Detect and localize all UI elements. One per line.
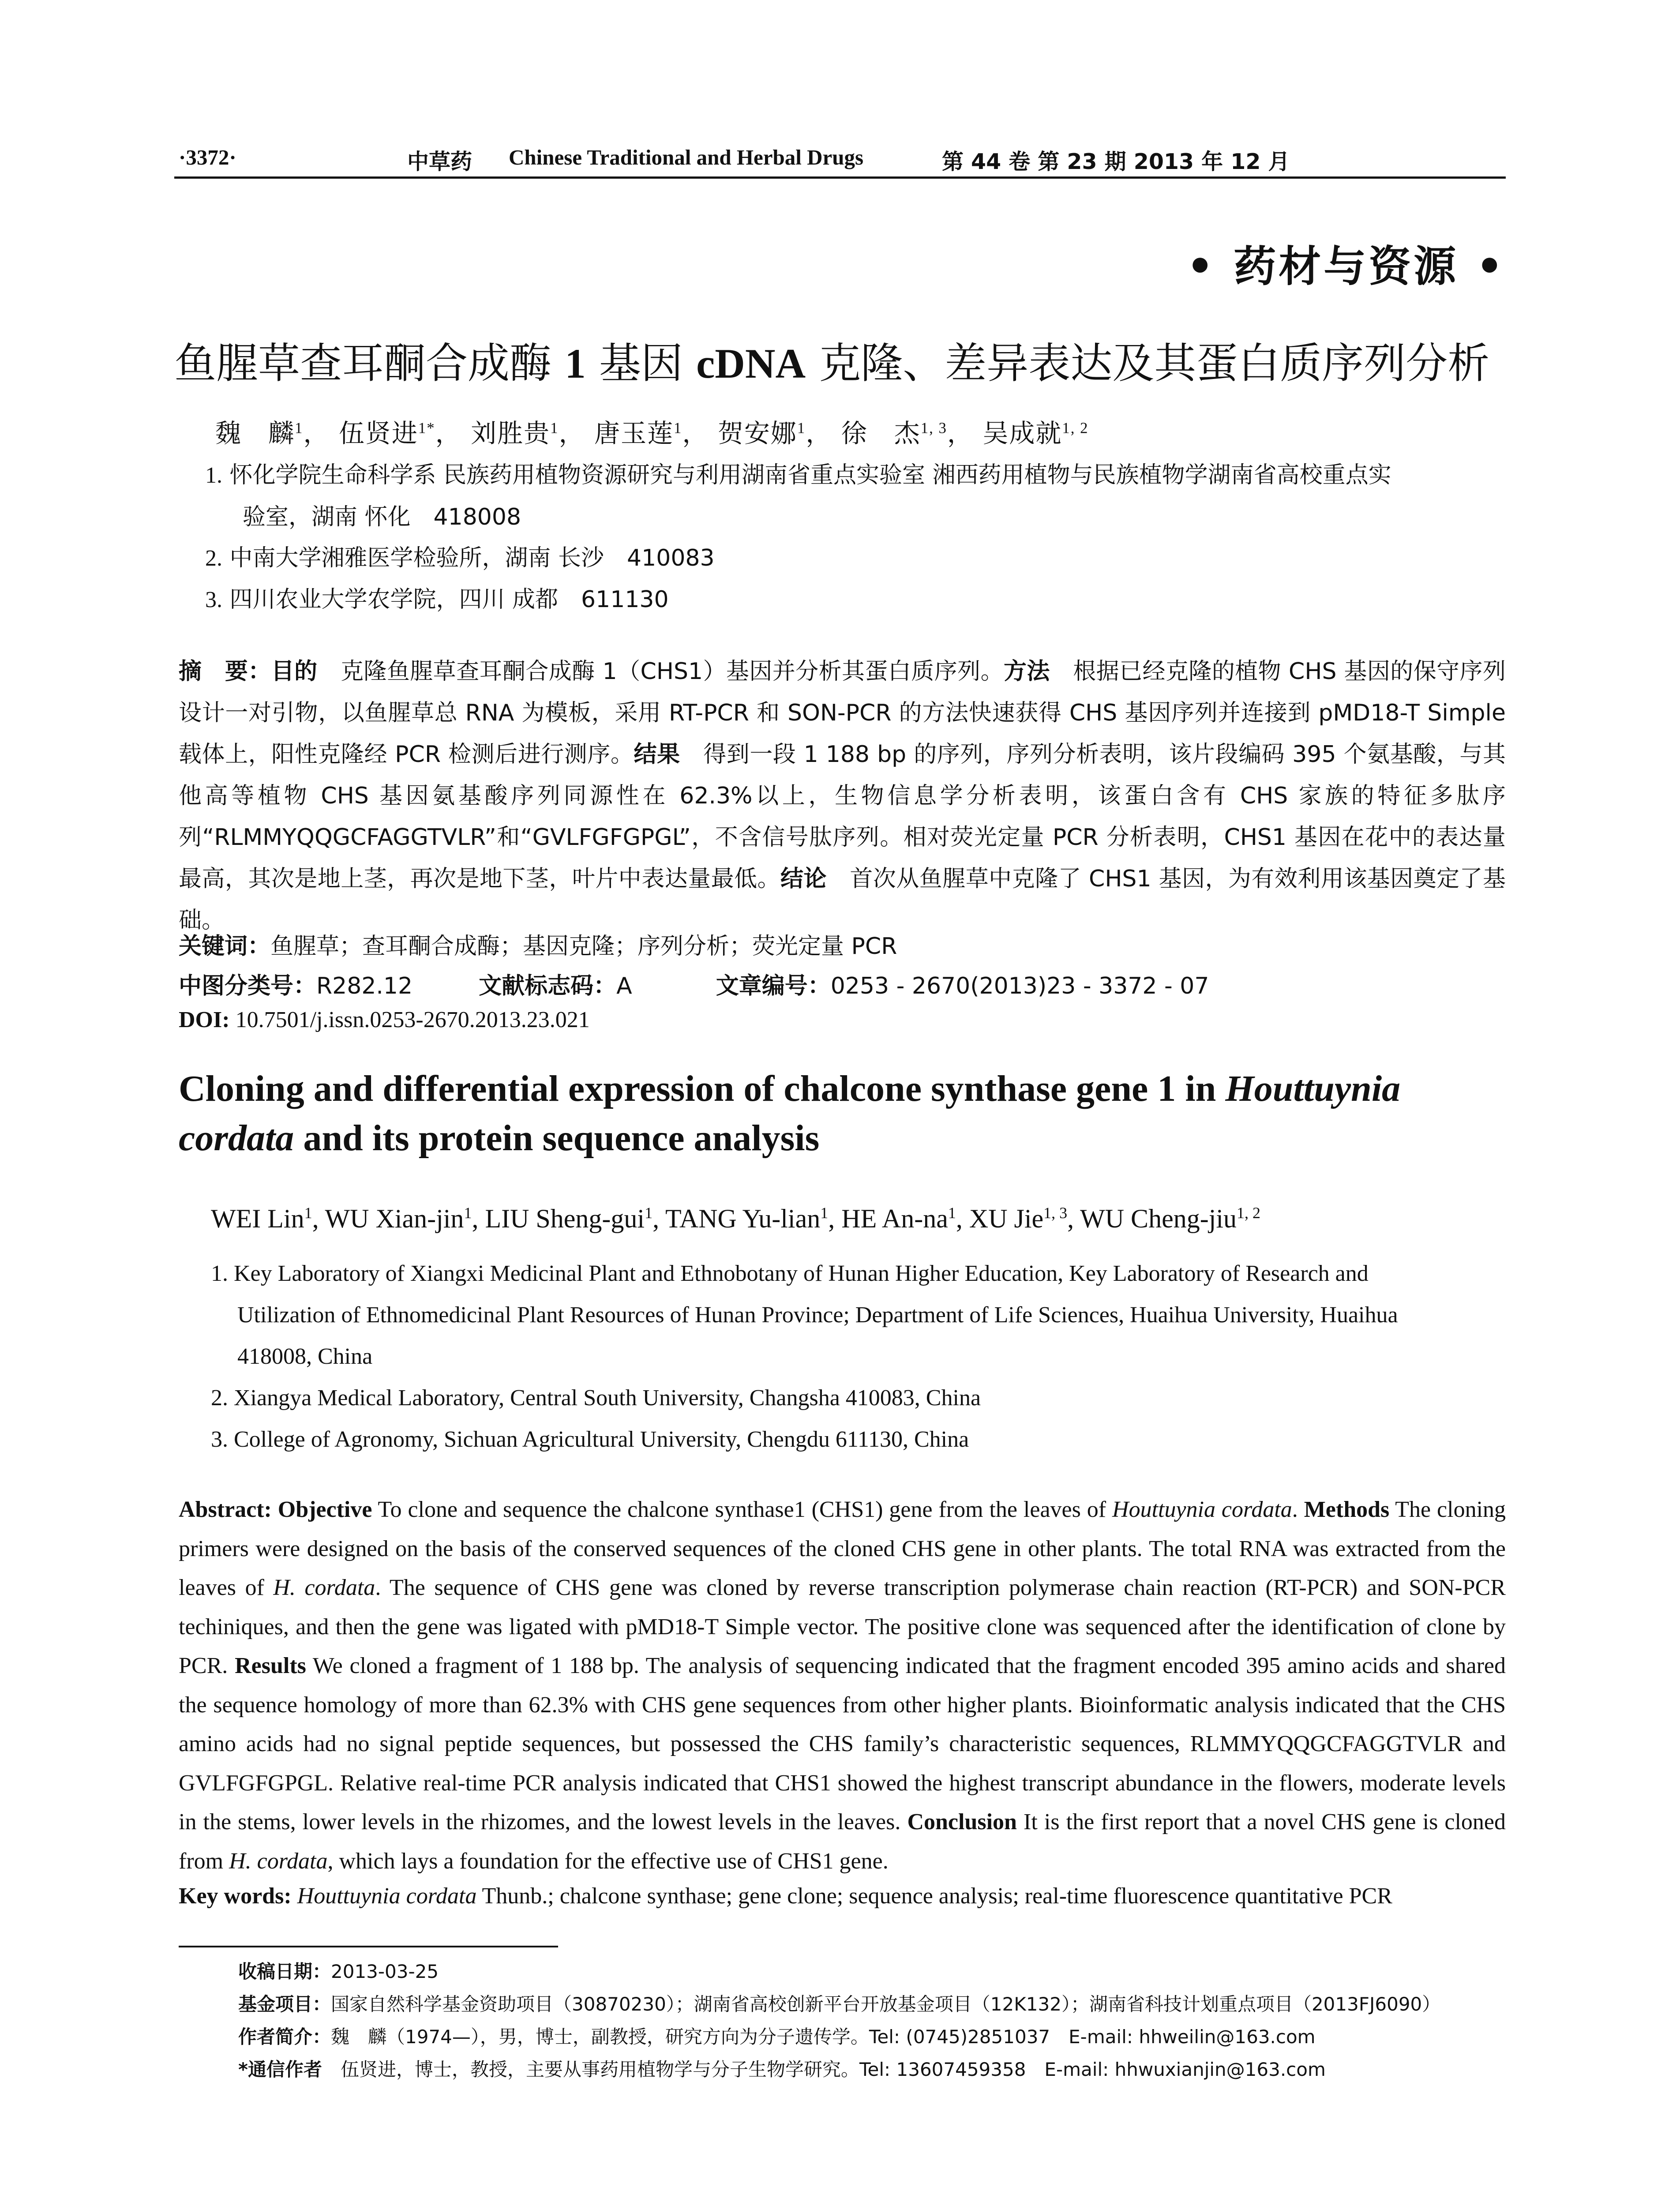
- author-affil-mark: 1: [295, 419, 304, 437]
- cn-affiliation-2: [205, 537, 1506, 579]
- author-affil-mark: 1, 2: [1062, 419, 1089, 437]
- author-name: WEI Lin: [211, 1204, 304, 1233]
- footnote-label: 收稿日期：: [238, 1961, 331, 1982]
- author-name: 吴成就: [982, 418, 1062, 448]
- author-name: 唐玉莲: [594, 418, 674, 448]
- cn-title-part: 克隆、差异表达及其蛋白质序列分析: [806, 339, 1490, 388]
- author-affil-mark: 1: [550, 419, 559, 437]
- methods-text: 根据已经克隆的植物 CHS 基因的保守序列设计一对引物，以鱼腥草总 RNA 为模板，采用 RT-PCR 和 SON-PCR 的方法快速获得 CHS 基因序列并连接到 pMD18-T Simple 载体上，阳性克隆经 PCR 检测后进行测序。: [179, 658, 1506, 768]
- footnote-label: 作者简介：: [238, 2026, 331, 2048]
- keywords-text: Thunb.; chalcone synthase; gene clone; sequence analysis; real-time fluorescence quantitative PCR: [476, 1883, 1392, 1909]
- cn-title-part: 1: [565, 340, 586, 387]
- footnote-text: 国家自然科学基金资助项目（30870230）；湖南省高校创新平台开放基金项目（12K132）；湖南省科技计划重点项目（2013FJ6090）: [331, 1993, 1441, 2015]
- issue-info: 第 44 卷 第 23 期 2013 年 12 月: [942, 149, 1290, 174]
- methods-text: The cloning primers were designed on the basis of the conserved sequences of the cloned CHS gene in other plants. The total RNA was extracted from the leaves of: [179, 1497, 1506, 1600]
- footnote-received: [238, 1957, 1506, 1984]
- en-title-part: cordata: [179, 1118, 294, 1159]
- footnote-label: *通信作者: [238, 2059, 322, 2080]
- methods-label: Methods: [1304, 1497, 1390, 1522]
- author-affil-mark: 1: [645, 1204, 653, 1222]
- cn-title-part: 基因: [585, 339, 697, 388]
- affil-text: 四川农业大学农学院，四川 成都 611130: [229, 586, 669, 613]
- footnote-label: 基金项目：: [238, 1993, 331, 2015]
- doi-label: DOI:: [179, 1007, 230, 1032]
- affil-text: Utilization of Ethnomedicinal Plant Resources of Hunan Province; Department of Life Sciences, Huaihua University, Huaihua: [237, 1302, 1398, 1328]
- methods-text: . The sequence of CHS gene was cloned by reverse transcription polymerase chain reaction (RT-PCR) and SON-PCR techiniques, and then the gene was ligated with pMD18-T Simple vector. The positive clone was sequenced after the identification of clone by PCR.: [179, 1575, 1506, 1678]
- conclusion-label: Conclusion: [907, 1809, 1017, 1835]
- en-abstract: [179, 1490, 1506, 1881]
- abstract-label: 摘 要：: [179, 658, 271, 685]
- en-title-part: Cloning and differential expression of chalcone synthase gene 1 in: [179, 1068, 1226, 1109]
- cn-title-part: 鱼腥草查耳酮合成酶: [174, 339, 565, 388]
- en-title-part: and its protein sequence analysis: [294, 1118, 820, 1159]
- abstract-objective-label: Abstract: Objective: [179, 1497, 372, 1522]
- section-tag: • 药材与资源 •: [1186, 242, 1506, 291]
- article-number-label: 文章编号：: [716, 973, 831, 999]
- author-affil-mark: 1: [673, 419, 682, 437]
- affil-text: 验室，湖南 怀化 418008: [243, 504, 521, 530]
- objective-label: 目的: [271, 658, 318, 685]
- objective-text: To clone and sequence the chalcone synthase1 (CHS1) gene from the leaves of: [372, 1497, 1113, 1522]
- author-affil-mark: 1: [820, 1204, 829, 1222]
- results-label: Results: [235, 1653, 306, 1678]
- en-affiliation-1: [211, 1253, 1506, 1377]
- objective-text: 克隆鱼腥草查耳酮合成酶 1（CHS1）基因并分析其蛋白质序列。: [317, 658, 1004, 685]
- cn-title-part: cDNA: [696, 340, 806, 387]
- species-name: H. cordata: [273, 1575, 375, 1600]
- affil-number: 1.: [205, 463, 222, 488]
- author-affil-mark: 1: [304, 1204, 312, 1222]
- en-affiliation-3: 3. College of Agronomy, Sichuan Agricultural University, Chengdu 611130, China: [211, 1427, 969, 1452]
- cn-keywords: [179, 927, 1506, 960]
- cn-affiliation-3: [205, 579, 1506, 621]
- author-name: XU Jie: [969, 1204, 1044, 1233]
- cn-title: [174, 330, 1506, 390]
- results-text: We cloned a fragment of 1 188 bp. The analysis of sequencing indicated that the fragment encoded 395 amino acids and shared the sequence homology of more than 62.3% with CHS gene sequences from other higher plants. Bioinformatic analysis indicated that the CHS amino acids had no signal peptide sequences, but possessed the CHS family’s characteristic sequences, RLMMYQQGCFAGGTVLR and GVLFGFGPGL. Relative real-time PCR analysis indicated that CHS1 showed the highest transcript abundance in the flowers, moderate levels in the stems, lower levels in the rhizomes, and the lowest levels in the leaves.: [179, 1653, 1506, 1835]
- affil-text: 418008, China: [237, 1344, 373, 1369]
- clc-label: 中图分类号：: [179, 973, 317, 999]
- author-affil-mark: 1: [797, 419, 806, 437]
- cn-classification: [179, 967, 1506, 1000]
- footnote-author: [238, 2022, 1506, 2049]
- author-affil-mark: 1, 3: [920, 419, 947, 437]
- author-affil-mark: 1: [948, 1204, 956, 1222]
- cn-affiliation-1: [205, 454, 1506, 538]
- page-number: ·3372·: [179, 145, 236, 169]
- author-name: 贺安娜: [717, 418, 797, 448]
- en-authors: WEI Lin$^1$, WU Xian-jin$^1$, LIU Sheng-gui$^1$, TANG Yu-lian$^1$, HE $An-na^1$, XU Jie$^{1, 3}$, WU Cheng-jiu$^{1, 2}$: [211, 1204, 1261, 1233]
- author-name: LIU Sheng-gui: [485, 1204, 645, 1233]
- affil-number: 3.: [205, 587, 222, 612]
- objective-text: .: [1292, 1497, 1304, 1522]
- author-name: 伍贤进: [338, 418, 418, 448]
- author-name: TANG Yu-lian: [665, 1204, 821, 1233]
- keywords-label: Key words:: [179, 1883, 292, 1909]
- doi-line: [179, 1007, 1506, 1033]
- conclusion-text: , which lays a foundation for the effective use of CHS1 gene.: [327, 1848, 889, 1874]
- footnote-text: 魏 麟（1974—），男，博士，副教授，研究方向为分子遗传学。Tel: (0745)2851037 E-mail: hhweilin@163.com: [331, 2026, 1316, 2048]
- keywords-label: 关键词：: [179, 933, 271, 960]
- methods-label: 方法: [1004, 658, 1050, 685]
- author-affil-mark: 1*: [418, 419, 435, 437]
- species-name: Houttuynia cordata: [297, 1883, 477, 1909]
- footnote-fund: [238, 1990, 1506, 2016]
- affil-text: 中南大学湘雅医学检验所，湖南 长沙 410083: [229, 545, 715, 571]
- conclusion-text: 首次从鱼腥草中克隆了 CHS1 基因，为有效利用该基因奠定了基础。: [179, 866, 1506, 934]
- author-name: WU Xian-jin: [325, 1204, 464, 1233]
- affil-text: 1. Key Laboratory of Xiangxi Medicinal Plant and Ethnobotany of Hunan Higher Education, Key Laboratory of Research and: [211, 1261, 1369, 1286]
- journal-name-en: Chinese Traditional and Herbal Drugs: [509, 145, 864, 169]
- doi-value: 10.7501/j.issn.0253-2670.2013.23.021: [235, 1007, 590, 1032]
- clc-value: R282.12: [316, 973, 413, 999]
- results-label: 结果: [634, 741, 680, 768]
- author-name: 刘胜贵: [471, 418, 551, 448]
- results-text: 得到一段 1 188 bp 的序列，序列分析表明，该片段编码 395 个氨基酸，与其他高等植物 CHS 基因氨基酸序列同源性在 62.3%以上，生物信息学分析表明，该蛋白含有 CHS 家族的特征多肽序列“RLMMYQQGCFAGGTVLR”和“GVLFGFGPGL”，不含信号肽序列。相对荧光定量 PCR 分析表明，CHS1 基因在花中的表达量最高，其次是地上茎，再次是地下茎，叶片中表达量最低。: [179, 741, 1506, 892]
- footnote-divider: [179, 1946, 558, 1947]
- footnote-corresponding: [238, 2055, 1506, 2082]
- article-number-value: 0253 - 2670(2013)23 - 3372 - 07: [830, 973, 1209, 999]
- cn-authors: 魏 麟$^1$， 伍贤进$^{1*}$， 刘胜贵$^1$， 唐玉莲$^1$， 贺安娜$^1$， 徐 杰$^{1, 3}$， 吴成就$^{1, 2}$: [215, 418, 1089, 448]
- author-affil-mark: 1, 2: [1237, 1204, 1261, 1222]
- footnote-text: 2013-03-25: [331, 1961, 439, 1982]
- author-affil-mark: 1: [464, 1204, 472, 1222]
- author-name: 魏 麟: [215, 418, 295, 448]
- affil-number: 2.: [205, 546, 222, 571]
- doccode-value: A: [616, 973, 632, 999]
- en-title: [179, 1064, 1506, 1163]
- journal-name-cn: 中草药: [407, 149, 472, 174]
- cn-abstract: [179, 651, 1506, 941]
- doccode-label: 文献标志码：: [479, 973, 617, 999]
- species-name: H. cordata: [229, 1848, 328, 1874]
- en-affiliation-2: 2. Xiangya Medical Laboratory, Central South University, Changsha 410083, China: [211, 1385, 981, 1411]
- en-keywords: [179, 1883, 1506, 1909]
- conclusion-text: It is the first report that a novel CHS gene is cloned from: [179, 1809, 1506, 1874]
- author-affil-mark: 1, 3: [1043, 1204, 1068, 1222]
- affil-text: 怀化学院生命科学系 民族药用植物资源研究与利用湖南省重点实验室 湘西药用植物与民族植物学湖南省高校重点实: [229, 462, 1391, 488]
- footnote-text: 伍贤进，博士，教授，主要从事药用植物学与分子生物学研究。Tel: 13607459358 E-mail: hhwuxianjin@163.com: [322, 2059, 1326, 2080]
- author-name: 徐 杰: [841, 418, 921, 448]
- author-name: WU Cheng-jiu: [1080, 1204, 1237, 1233]
- keywords-text: 鱼腥草；查耳酮合成酶；基因克隆；序列分析；荧光定量 PCR: [270, 933, 897, 960]
- conclusion-label: 结论: [780, 866, 827, 892]
- running-header: [174, 141, 1506, 179]
- author-name: HE An-na: [841, 1204, 948, 1233]
- en-title-part: Houttuynia: [1225, 1068, 1401, 1109]
- species-name: Houttuynia cordata: [1112, 1497, 1292, 1522]
